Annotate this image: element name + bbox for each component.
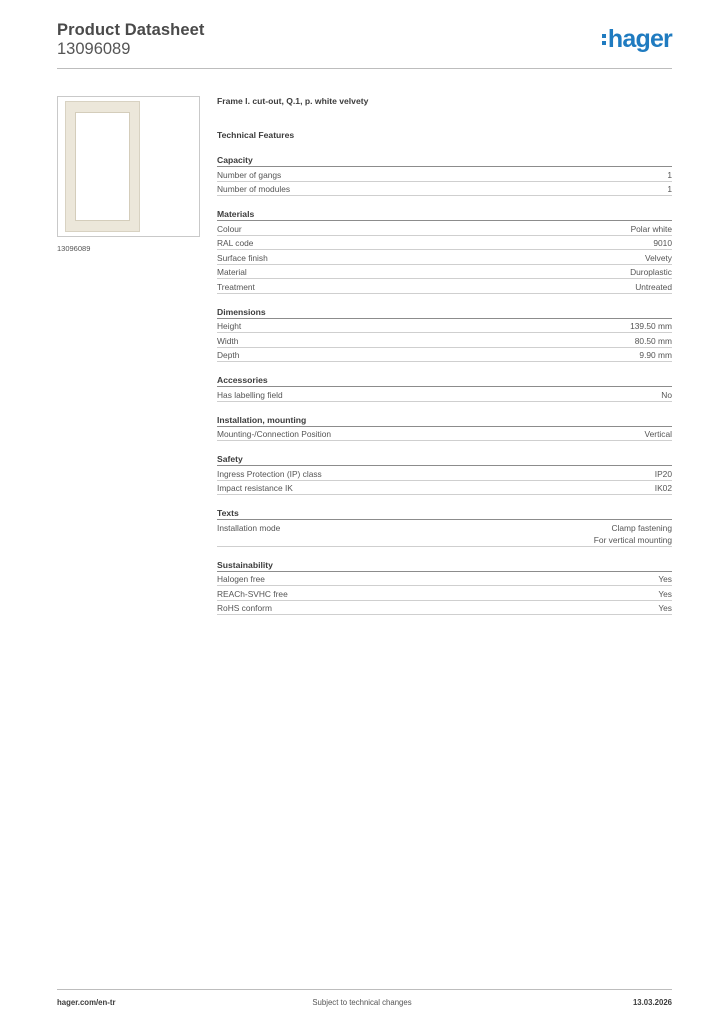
spec-label: Surface finish	[217, 252, 268, 263]
spec-row	[217, 348, 672, 363]
spec-label: Height	[217, 321, 242, 331]
logo-dots-icon	[602, 33, 606, 47]
page-header	[57, 21, 672, 69]
spec-row	[217, 427, 672, 442]
spec-row	[217, 250, 672, 265]
footer-date: 13.03.2026	[632, 998, 672, 1007]
spec-row	[217, 265, 672, 280]
image-caption: 13096089	[57, 244, 91, 253]
hager-logo	[602, 27, 672, 52]
section-title: Dimensions	[217, 306, 672, 319]
spec-value	[631, 223, 672, 235]
spec-value	[658, 602, 672, 614]
section-title: Safety	[217, 453, 672, 466]
spec-section	[217, 507, 672, 547]
spec-value	[653, 237, 672, 249]
spec-value	[667, 183, 672, 195]
spec-value-line: 9010	[653, 238, 672, 248]
section-title: Installation, mounting	[217, 414, 672, 427]
spec-value-line: Yes	[658, 603, 672, 613]
product-image	[57, 96, 200, 237]
spec-row	[217, 601, 672, 616]
frame-illustration	[65, 101, 140, 232]
spec-section	[217, 453, 672, 495]
spec-value-line: Duroplastic	[630, 267, 672, 277]
spec-section	[217, 306, 672, 363]
spec-label: REACh-SVHC free	[217, 588, 288, 599]
spec-row	[217, 319, 672, 334]
spec-section	[217, 414, 672, 442]
spec-value	[635, 335, 672, 347]
datasheet-content	[217, 95, 672, 615]
spec-value	[661, 389, 672, 401]
spec-section	[217, 208, 672, 294]
spec-label: Halogen free	[217, 574, 265, 584]
spec-row	[217, 236, 672, 251]
footer-website: hager.com/en-tr	[57, 998, 116, 1007]
spec-value-line: 139.50 mm	[630, 321, 672, 331]
frame-cutout	[75, 112, 130, 221]
spec-value-line: Velvety	[644, 252, 672, 263]
spec-label: Ingress Protection (IP) class	[217, 468, 322, 479]
spec-value-line: 80.50 mm	[634, 335, 672, 346]
spec-value-line: For vertical mounting	[593, 534, 672, 545]
spec-value	[667, 169, 672, 181]
spec-row	[217, 333, 672, 348]
spec-row	[217, 481, 672, 496]
technical-features-heading: Technical Features	[217, 130, 295, 140]
spec-label: Width	[217, 335, 239, 346]
spec-value-line: Yes	[658, 588, 672, 599]
spec-label: RoHS conform	[217, 603, 272, 613]
spec-value-line: Yes	[658, 574, 672, 584]
spec-value-line: Clamp fastening	[611, 522, 672, 533]
spec-row	[217, 586, 672, 601]
spec-value-line: Vertical	[644, 429, 672, 439]
spec-value	[630, 320, 672, 332]
spec-row	[217, 167, 672, 182]
spec-row	[217, 279, 672, 294]
product-name: Frame l. cut-out, Q.1, p. white velvety	[217, 96, 369, 106]
spec-label: Depth	[217, 350, 240, 360]
spec-value	[658, 573, 672, 585]
spec-label: Number of gangs	[217, 169, 282, 180]
section-title: Sustainability	[217, 559, 672, 572]
spec-section	[217, 559, 672, 616]
spec-row	[217, 182, 672, 197]
spec-value	[645, 428, 672, 440]
spec-value-line: 9.90 mm	[639, 350, 672, 360]
spec-label: Has labelling field	[217, 389, 283, 400]
section-title: Materials	[217, 208, 672, 221]
spec-value-line: 1	[667, 169, 672, 180]
spec-value-line: IK02	[654, 483, 672, 493]
spec-label: Number of modules	[217, 184, 291, 194]
spec-value-line: IP20	[654, 468, 672, 479]
spec-value	[630, 266, 672, 278]
spec-value	[639, 349, 672, 361]
section-title: Accessories	[217, 374, 672, 387]
spec-sections	[217, 154, 672, 615]
spec-value-line: No	[661, 389, 672, 400]
spec-row	[217, 520, 672, 547]
spec-value	[655, 482, 672, 494]
spec-label: Colour	[217, 223, 242, 234]
spec-label: Installation mode	[217, 522, 281, 533]
spec-value	[655, 468, 672, 480]
spec-label: Material	[217, 267, 247, 277]
spec-row	[217, 387, 672, 402]
spec-value-line: Untreated	[635, 281, 672, 292]
spec-row	[217, 221, 672, 236]
spec-value	[645, 252, 672, 264]
spec-value	[594, 522, 672, 546]
footer-divider	[57, 989, 672, 990]
header-divider	[57, 68, 672, 69]
spec-row	[217, 572, 672, 587]
section-title: Texts	[217, 507, 672, 520]
spec-section	[217, 374, 672, 402]
spec-value	[635, 281, 672, 293]
spec-row	[217, 466, 672, 481]
logo-wordmark: hager	[607, 25, 672, 53]
spec-label: Mounting-/Connection Position	[217, 429, 332, 439]
spec-value-line: Polar white	[630, 223, 672, 234]
section-title: Capacity	[217, 154, 672, 167]
product-number: 13096089	[57, 40, 131, 58]
spec-label: Treatment	[217, 281, 255, 292]
footer-notice: Subject to technical changes	[312, 998, 412, 1007]
spec-value-line: 1	[667, 184, 672, 194]
spec-section	[217, 154, 672, 196]
document-title: Product Datasheet	[57, 21, 205, 39]
spec-label: RAL code	[217, 238, 254, 248]
spec-value	[658, 588, 672, 600]
spec-label: Impact resistance IK	[217, 483, 293, 493]
